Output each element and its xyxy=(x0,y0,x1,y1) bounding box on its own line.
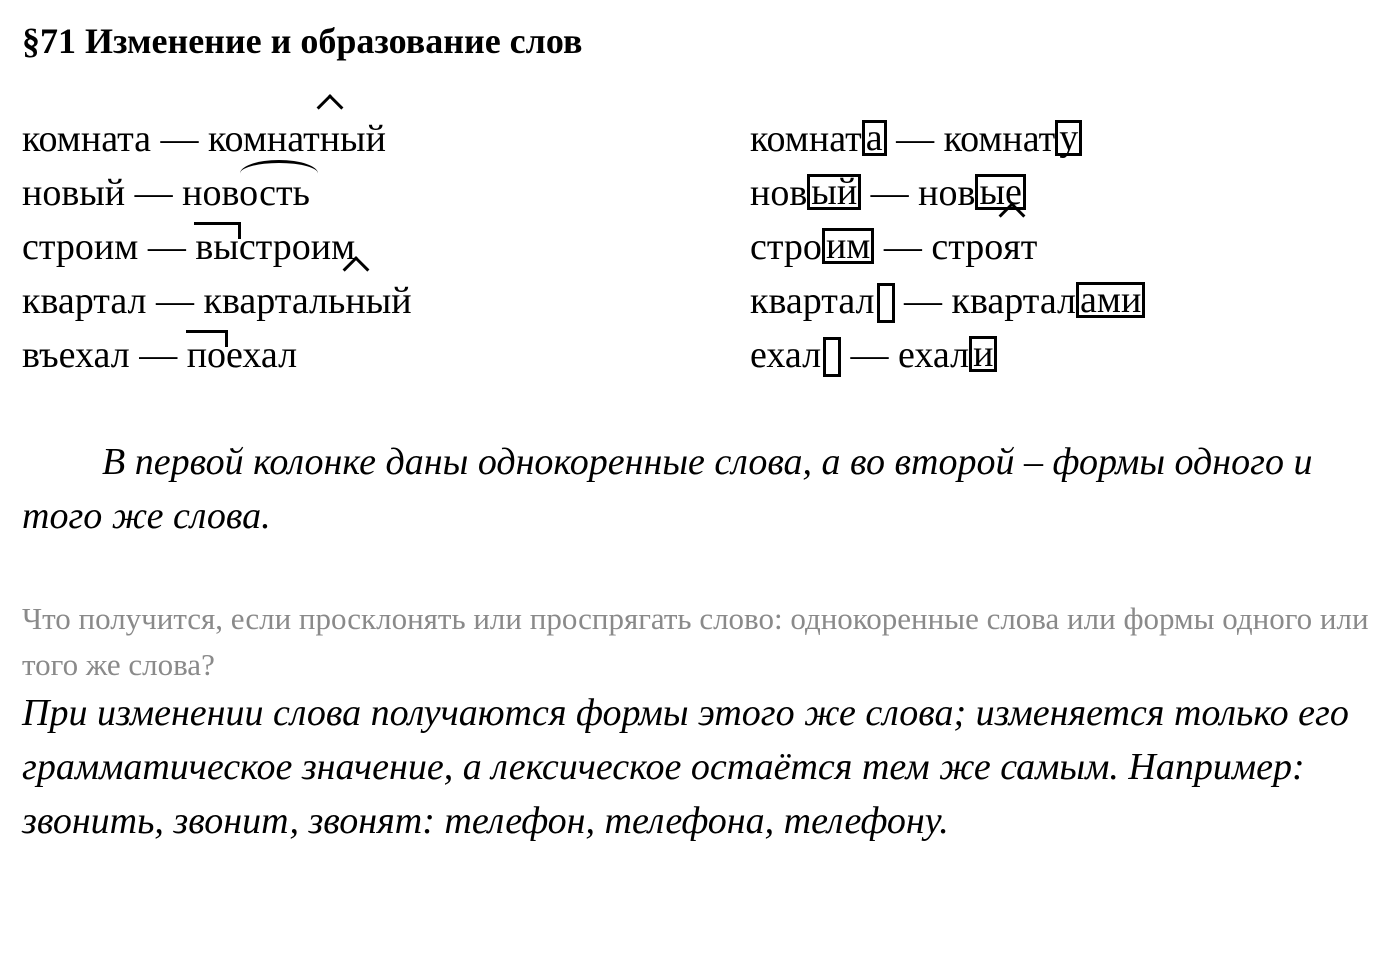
ending-box: им xyxy=(822,228,874,264)
base-word: новый xyxy=(22,172,126,214)
base-word: строим xyxy=(22,226,139,268)
word-pair-row xyxy=(22,112,412,166)
dash: — xyxy=(125,172,183,214)
dash: — xyxy=(841,334,899,376)
word-stem: ехал xyxy=(750,334,822,376)
word-stem: нов xyxy=(750,172,808,214)
word-pair-row xyxy=(22,274,412,328)
ending-box: и xyxy=(969,336,997,372)
word-stem: ехал xyxy=(898,334,970,376)
dash: — xyxy=(886,118,944,160)
ending-box: ые xyxy=(975,174,1025,210)
word-form-row xyxy=(750,166,1145,220)
derived-word-part: кварталь xyxy=(203,280,346,322)
derived-word xyxy=(182,166,310,220)
word-form-row xyxy=(750,220,1145,274)
dash: — xyxy=(894,280,952,322)
zero-ending-box xyxy=(877,283,895,323)
dash: — xyxy=(146,280,204,322)
dash: — xyxy=(129,334,187,376)
explanation-paragraph: В первой колонке даны однокоренные слова, а во второй – формы одного и того же слова. xyxy=(22,441,1313,537)
word-stem: квартал xyxy=(750,280,875,322)
root-arc-mark xyxy=(240,160,318,187)
base-word: комната xyxy=(22,118,152,160)
zero-ending-box xyxy=(823,337,841,377)
prefix-mark: вы xyxy=(195,220,238,274)
word-forms-column xyxy=(750,112,1145,382)
base-word: квартал xyxy=(22,280,147,322)
word-form-row xyxy=(750,112,1145,166)
word-pair-row xyxy=(22,328,412,382)
dash: — xyxy=(874,226,932,268)
dash: — xyxy=(151,118,209,160)
word-stem: стро xyxy=(931,226,1004,268)
ending-box: у xyxy=(1055,120,1082,156)
word-stem: нов xyxy=(918,172,976,214)
cognate-words-column xyxy=(22,112,412,382)
word-form-row xyxy=(750,274,1145,328)
derived-word-text: новость xyxy=(182,172,310,214)
derived-word-part: ехал xyxy=(226,334,298,376)
word-stem: комнат xyxy=(750,118,862,160)
derived-word-part: строим xyxy=(238,226,356,268)
derived-word-part: ый xyxy=(340,118,386,160)
word-pair-row xyxy=(22,166,412,220)
page-title: §71 Изменение и образование слов xyxy=(22,21,583,61)
answer-paragraph: При изменении слова получаются формы этого же слова; изменяется только его грамматическое значение, а лексическое остаётся тем же самым. Например: звонить, звонит, звонят: телефон, телефона, телефону. xyxy=(22,692,1349,842)
question-text: Что получится, если просклонять или проспрягать слово: однокоренные слова или формы одного или того же слова? xyxy=(22,601,1369,682)
suffix-mark: н xyxy=(320,112,340,166)
word-stem: квартал xyxy=(951,280,1077,322)
word-form-row xyxy=(750,328,1145,382)
word-stem: стро xyxy=(750,226,822,268)
base-word: въехал xyxy=(22,334,130,376)
derived-word-part: ый xyxy=(365,280,412,322)
ending-box: а xyxy=(862,120,887,156)
dash: — xyxy=(861,172,919,214)
dash: — xyxy=(138,226,196,268)
suffix-mark: я xyxy=(1003,220,1020,274)
prefix-mark: по xyxy=(187,328,226,382)
ending-box: ый xyxy=(807,174,861,210)
suffix-mark: н xyxy=(345,274,365,328)
ending-box: ами xyxy=(1076,282,1145,318)
word-stem: комнат xyxy=(943,118,1056,160)
word-part: т xyxy=(1020,226,1038,268)
derived-word-part: комнат xyxy=(208,118,320,160)
